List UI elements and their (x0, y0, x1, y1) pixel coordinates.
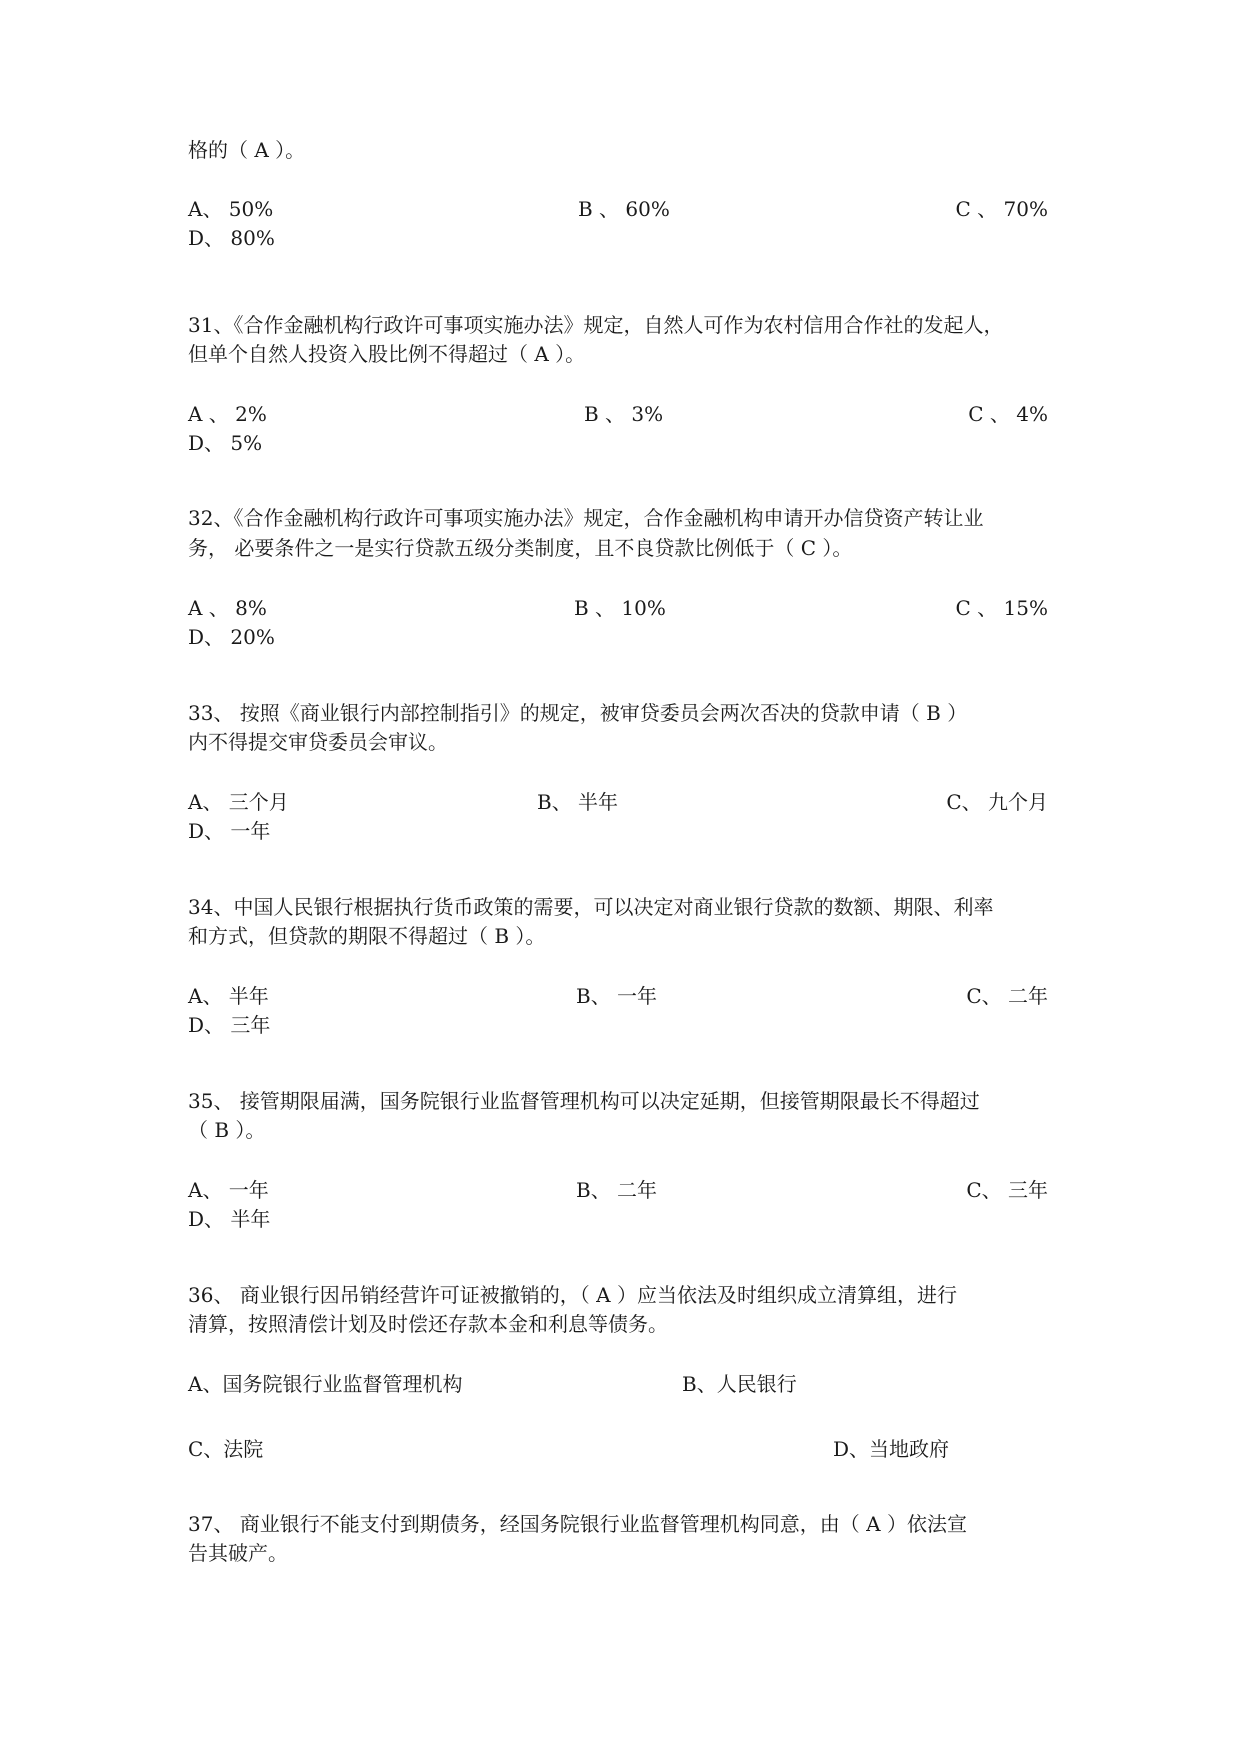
question-30-tail: 格的（ A ）。 (188, 138, 306, 162)
question-34-line-2: 和方式，但贷款的期限不得超过（ B ）。 (188, 924, 546, 948)
q36-option-a: A、国务院银行业监督管理机构 (188, 1372, 463, 1396)
q36-option-c: C、法院 (188, 1437, 264, 1461)
q35-option-d: D、 半年 (188, 1207, 271, 1231)
q30-option-a: A、 50% (188, 197, 274, 221)
q34-option-c: C、 二年 (966, 984, 1048, 1008)
question-36-line-2: 清算，按照清偿计划及时偿还存款本金和利息等债务。 (188, 1312, 668, 1336)
question-32-line-1: 32、《合作金融机构行政许可事项实施办法》规定，合作金融机构申请开办信贷资产转让业 (188, 506, 984, 530)
q35-option-b: B、 二年 (576, 1178, 658, 1202)
question-37-line-1: 37、 商业银行不能支付到期债务，经国务院银行业监督管理机构同意，由（ A ）依法宣 (188, 1512, 967, 1536)
question-35-line-2: （ B ）。 (188, 1118, 266, 1142)
question-35-line-1: 35、 接管期限届满，国务院银行业监督管理机构可以决定延期，但接管期限最长不得超过 (188, 1089, 980, 1113)
q34-option-a: A、 半年 (188, 984, 269, 1008)
question-33-line-2: 内不得提交审贷委员会审议。 (188, 730, 448, 754)
question-31-line-2: 但单个自然人投资入股比例不得超过（ A ）。 (188, 342, 586, 366)
q31-option-b: B 、 3% (584, 402, 664, 426)
q31-option-d: D、 5% (188, 431, 263, 455)
q30-option-c: C 、 70% (955, 197, 1048, 221)
question-36-line-1: 36、 商业银行因吊销经营许可证被撤销的，（ A ）应当依法及时组织成立清算组，进行 (188, 1283, 957, 1307)
q34-option-d: D、 三年 (188, 1013, 271, 1037)
q33-option-c: C、 九个月 (946, 790, 1048, 814)
q30-option-b: B 、 60% (578, 197, 670, 221)
q36-option-b: B、人民银行 (682, 1372, 797, 1396)
q31-option-a: A 、 2% (188, 402, 267, 426)
q33-option-d: D、 一年 (188, 819, 271, 843)
question-33-line-1: 33、 按照《商业银行内部控制指引》的规定，被审贷委员会两次否决的贷款申请（ B ） (188, 701, 968, 725)
question-32-line-2: 务， 必要条件之一是实行贷款五级分类制度，且不良贷款比例低于（ C ）。 (188, 536, 853, 560)
q33-option-a: A、 三个月 (188, 790, 289, 814)
q32-option-d: D、 20% (188, 625, 275, 649)
q30-option-d: D、 80% (188, 226, 275, 250)
q32-option-c: C 、 15% (955, 596, 1048, 620)
q32-option-a: A 、 8% (188, 596, 267, 620)
q33-option-b: B、 半年 (537, 790, 619, 814)
q36-option-d: D、当地政府 (833, 1437, 950, 1461)
question-34-line-1: 34、中国人民银行根据执行货币政策的需要，可以决定对商业银行贷款的数额、期限、利率 (188, 895, 994, 919)
q34-option-b: B、 一年 (576, 984, 658, 1008)
question-31-line-1: 31、《合作金融机构行政许可事项实施办法》规定，自然人可作为农村信用合作社的发起人， (188, 313, 1004, 337)
question-37-line-2: 告其破产。 (188, 1541, 288, 1565)
q35-option-a: A、 一年 (188, 1178, 269, 1202)
q32-option-b: B 、 10% (574, 596, 666, 620)
q35-option-c: C、 三年 (966, 1178, 1048, 1202)
q31-option-c: C 、 4% (968, 402, 1048, 426)
